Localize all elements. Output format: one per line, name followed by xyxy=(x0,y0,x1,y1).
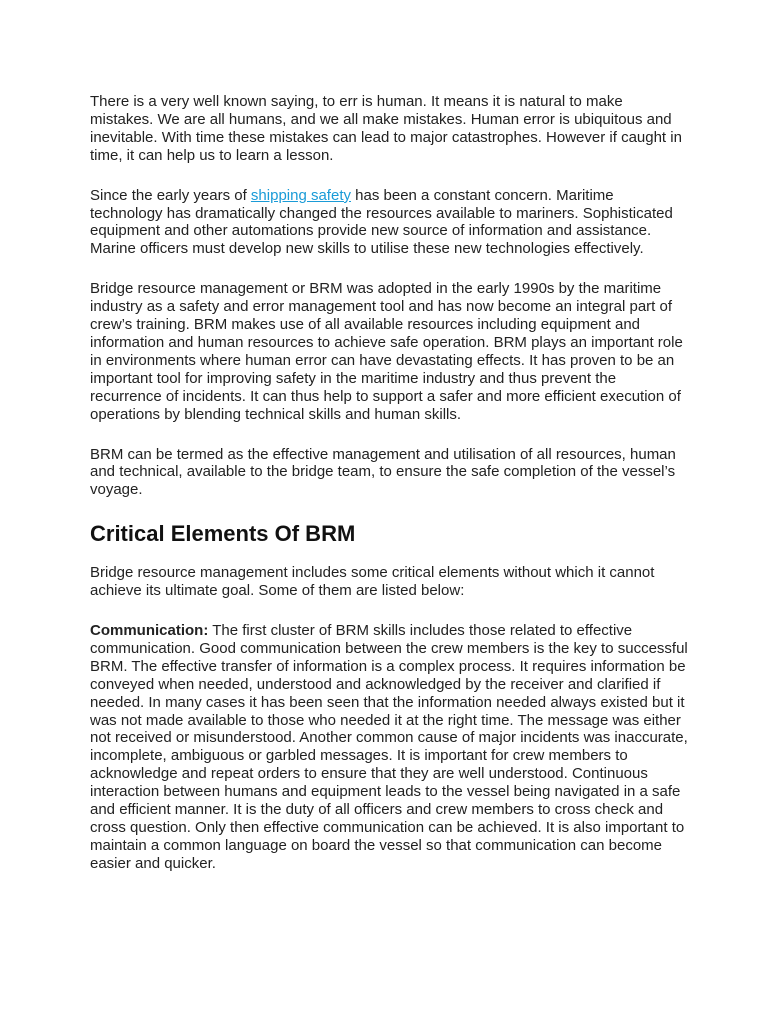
paragraph-brm-definition: BRM can be termed as the effective management and utilisation of all resources, human and technical, available to the bridge team, to ensure the safe completion of the vessel’s voyage. xyxy=(90,445,676,499)
communication-text: The first cluster of BRM skills includes those related to effective communication. Good communication between the crew members is the key to successful BRM. The effective transfer of information is a complex process. It requires information be conveyed when needed, understood and acknowledged by the receiver and clarified if needed. In many cases it has been seen that the information needed always existed but it was not made available to those who needed it at the right time. The message was either not received or misunderstood. Another common cause of major incidents was inaccurate, incomplete, ambiguous or garbled messages. It is important for crew members to acknowledge and repeat orders to ensure that they are well understood. Continuous interaction between humans and equipment leads to the vessel being navigated in a safe and efficient manner. It is the duty of all officers and crew members to cross check and cross question. Only then effective communication can be achieved. It is also important to maintain a common language on board the vessel so that communication can become easier and quicker. xyxy=(90,622,688,872)
paragraph-brm-adoption: Bridge resource management or BRM was adopted in the early 1990s by the maritime industry as a safety and error management tool and has now become an integral part of crew’s training. BRM makes use of all available resources including equipment and information and human resources to achieve safe operation. BRM plays an important role in environments where human error can have devastating effects. It has proven to be an important tool for improving safety in the maritime industry and thus prevent the recurrence of incidents. It can thus help to support a safer and more efficient execution of operations by blending technical skills and human skills. xyxy=(90,280,683,423)
paragraph-critical-elements-intro: Bridge resource management includes some critical elements without which it cannot achieve its ultimate goal. Some of them are listed below: xyxy=(90,564,655,600)
paragraph-err-is-human: There is a very well known saying, to err is human. It means it is natural to make mistakes. We are all humans, and we all make mistakes. Human error is ubiquitous and inevitable. With time these mistakes can lead to major catastrophes. However if caught in time, it can help us to learn a lesson. xyxy=(90,93,682,164)
shipping-safety-link[interactable]: shipping safety xyxy=(250,186,351,204)
paragraph-communication xyxy=(90,622,690,873)
document-page xyxy=(90,93,690,895)
section-heading-critical-elements: Critical Elements Of BRM xyxy=(90,521,356,547)
paragraph-shipping-safety-rest: has been a constant concern. Maritime technology has dramatically changed the resources available to mariners. Sophisticated equipment and other automations provide new source of information and assistance. Marine officers must develop new skills to utilise these new technologies effectively. xyxy=(90,186,673,258)
paragraph-shipping-safety-lead: Since the early years of xyxy=(90,186,251,204)
communication-label: Communication: xyxy=(90,622,209,640)
paragraph-shipping-safety xyxy=(90,187,690,259)
